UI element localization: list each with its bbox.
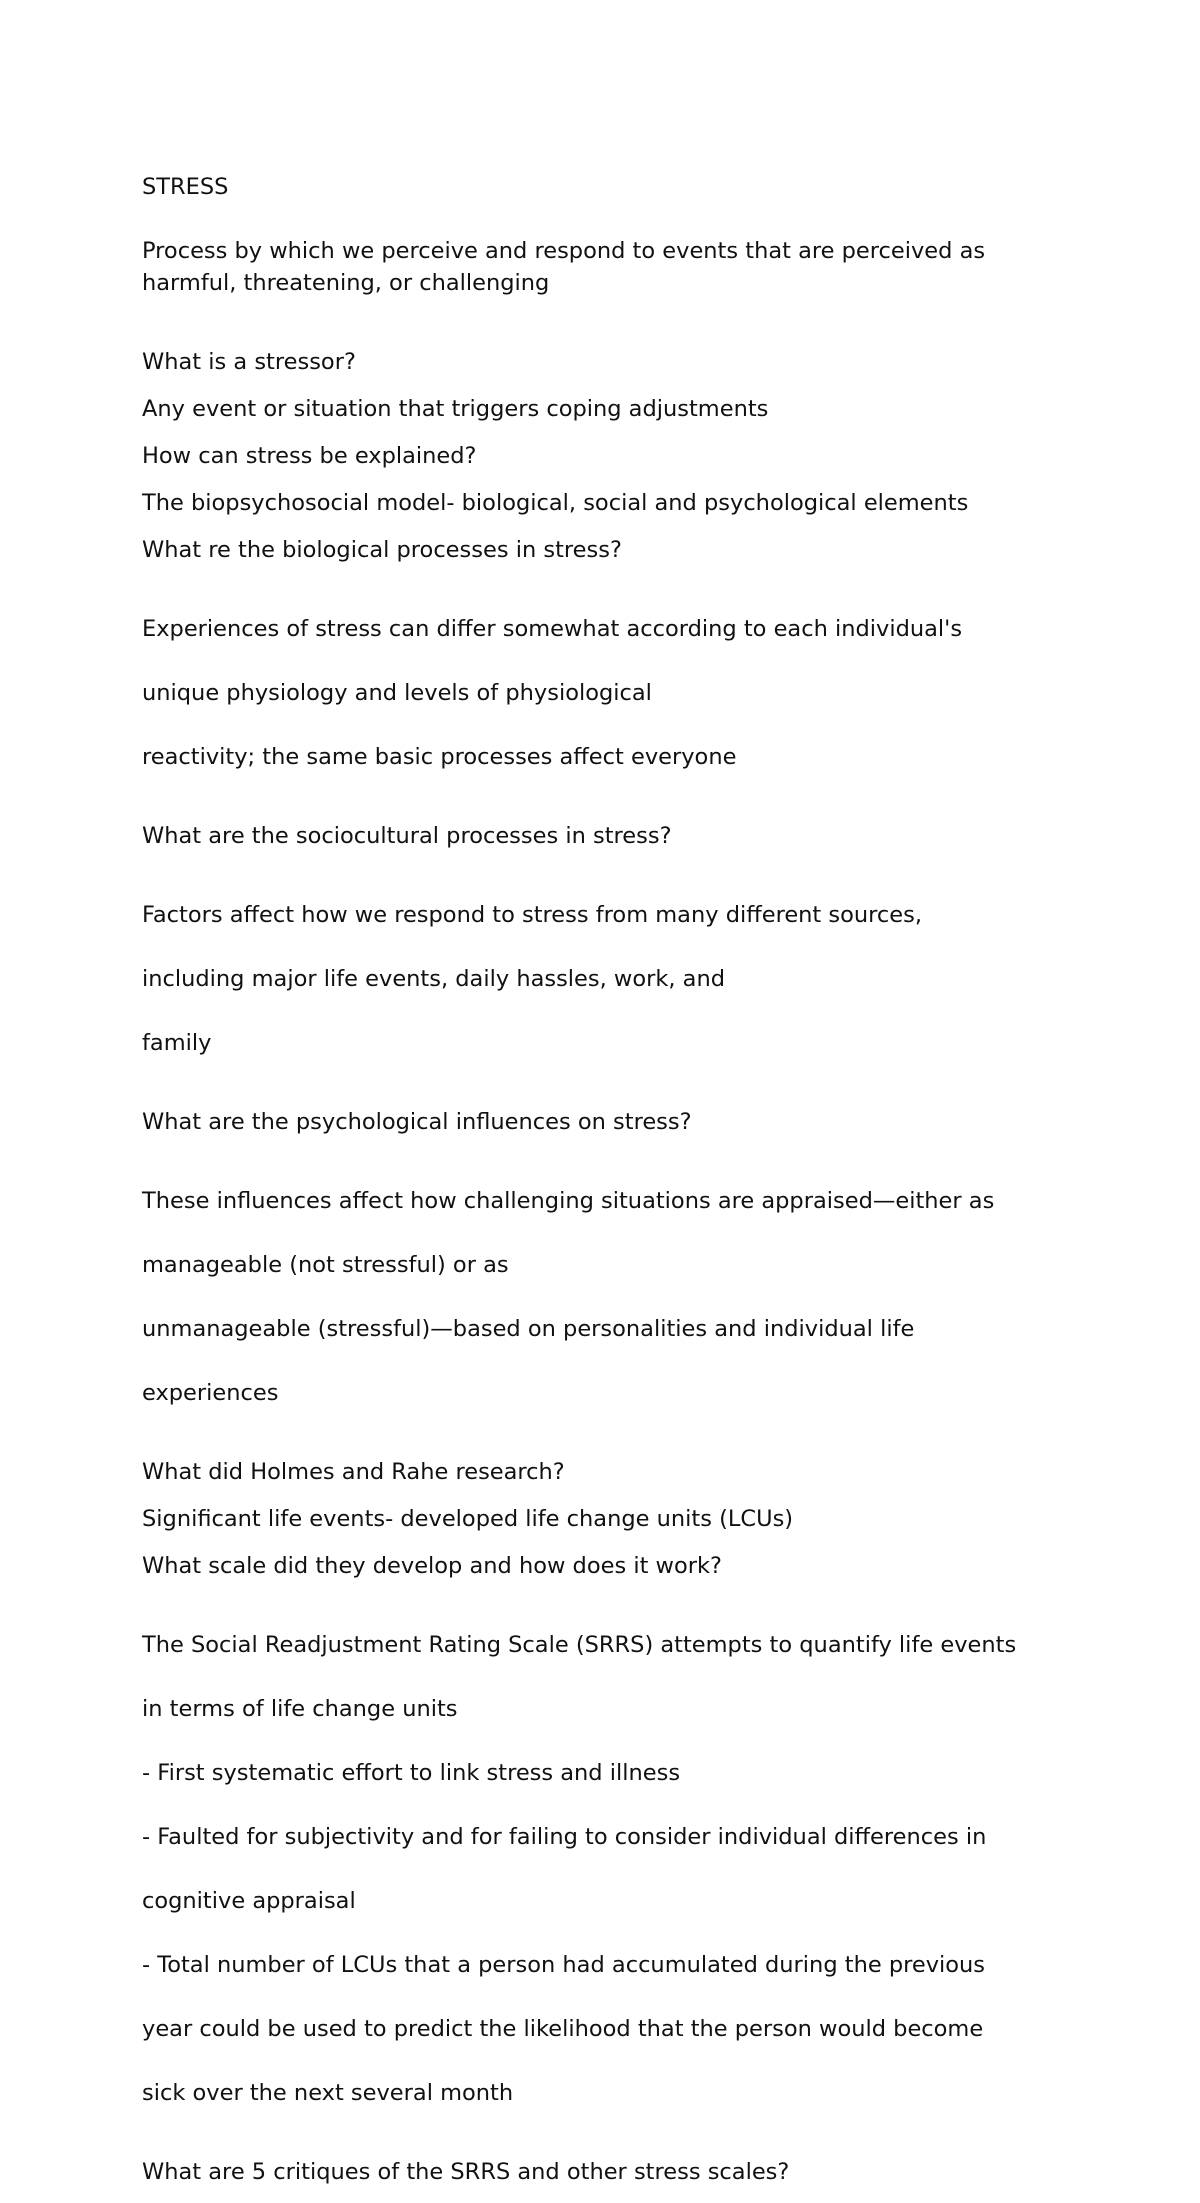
answer-line: unique physiology and levels of physiological xyxy=(142,680,652,706)
question-text: What are the sociocultural processes in stress? xyxy=(142,823,672,849)
answer-line: - Faulted for subjectivity and for failing to consider individual differences in xyxy=(142,1824,987,1850)
answer-line: These influences affect how challenging situations are appraised—either as xyxy=(142,1188,995,1214)
answer-line: experiences xyxy=(142,1380,279,1406)
answer-line: in terms of life change units xyxy=(142,1696,458,1722)
answer-text: Any event or situation that triggers coping adjustments xyxy=(142,396,769,422)
question-text: What scale did they develop and how does it work? xyxy=(142,1553,722,1579)
answer-line: manageable (not stressful) or as xyxy=(142,1252,509,1278)
answer-line: sick over the next several month xyxy=(142,2080,514,2106)
answer-line: - First systematic effort to link stress and illness xyxy=(142,1760,681,1786)
intro-block xyxy=(142,139,1072,331)
answer-line: Experiences of stress can differ somewhat according to each individual's xyxy=(142,616,963,642)
answer-line: year could be used to predict the likelihood that the person would become xyxy=(142,2016,984,2042)
stress-definition: Process by which we perceive and respond to events that are perceived as harmful, threatening, or challenging xyxy=(142,238,986,296)
question-text: What re the biological processes in stress? xyxy=(142,537,622,563)
answer-text: The biopsychosocial model- biological, social and psychological elements xyxy=(142,490,969,516)
question-text: What is a stressor? xyxy=(142,349,356,375)
answer-line: - Total number of LCUs that a person had accumulated during the previous xyxy=(142,1952,986,1978)
document-body xyxy=(142,139,1072,2203)
answer-line: reactivity; the same basic processes affect everyone xyxy=(142,744,737,770)
answer-text: Significant life events- developed life change units (LCUs) xyxy=(142,1506,794,1532)
question-text: What are 5 critiques of the SRRS and other stress scales? xyxy=(142,2159,790,2185)
question-text: What did Holmes and Rahe research? xyxy=(142,1459,565,1485)
question-text: What are the psychological influences on stress? xyxy=(142,1109,692,1135)
answer-line: The Social Readjustment Rating Scale (SRRS) attempts to quantify life events xyxy=(142,1632,1017,1658)
answer-line: unmanageable (stressful)—based on personalities and individual life xyxy=(142,1316,915,1342)
answer-line: family xyxy=(142,1030,212,1056)
answer-block xyxy=(142,581,1072,805)
answer-block xyxy=(142,1153,1072,1441)
answer-line: Factors affect how we respond to stress from many different sources, xyxy=(142,902,922,928)
document-title: STRESS xyxy=(142,174,229,200)
answer-block xyxy=(142,1597,1072,2141)
answer-block xyxy=(142,867,1072,1091)
answer-line: cognitive appraisal xyxy=(142,1888,356,1914)
question-text: How can stress be explained? xyxy=(142,443,477,469)
answer-line: including major life events, daily hassles, work, and xyxy=(142,966,726,992)
